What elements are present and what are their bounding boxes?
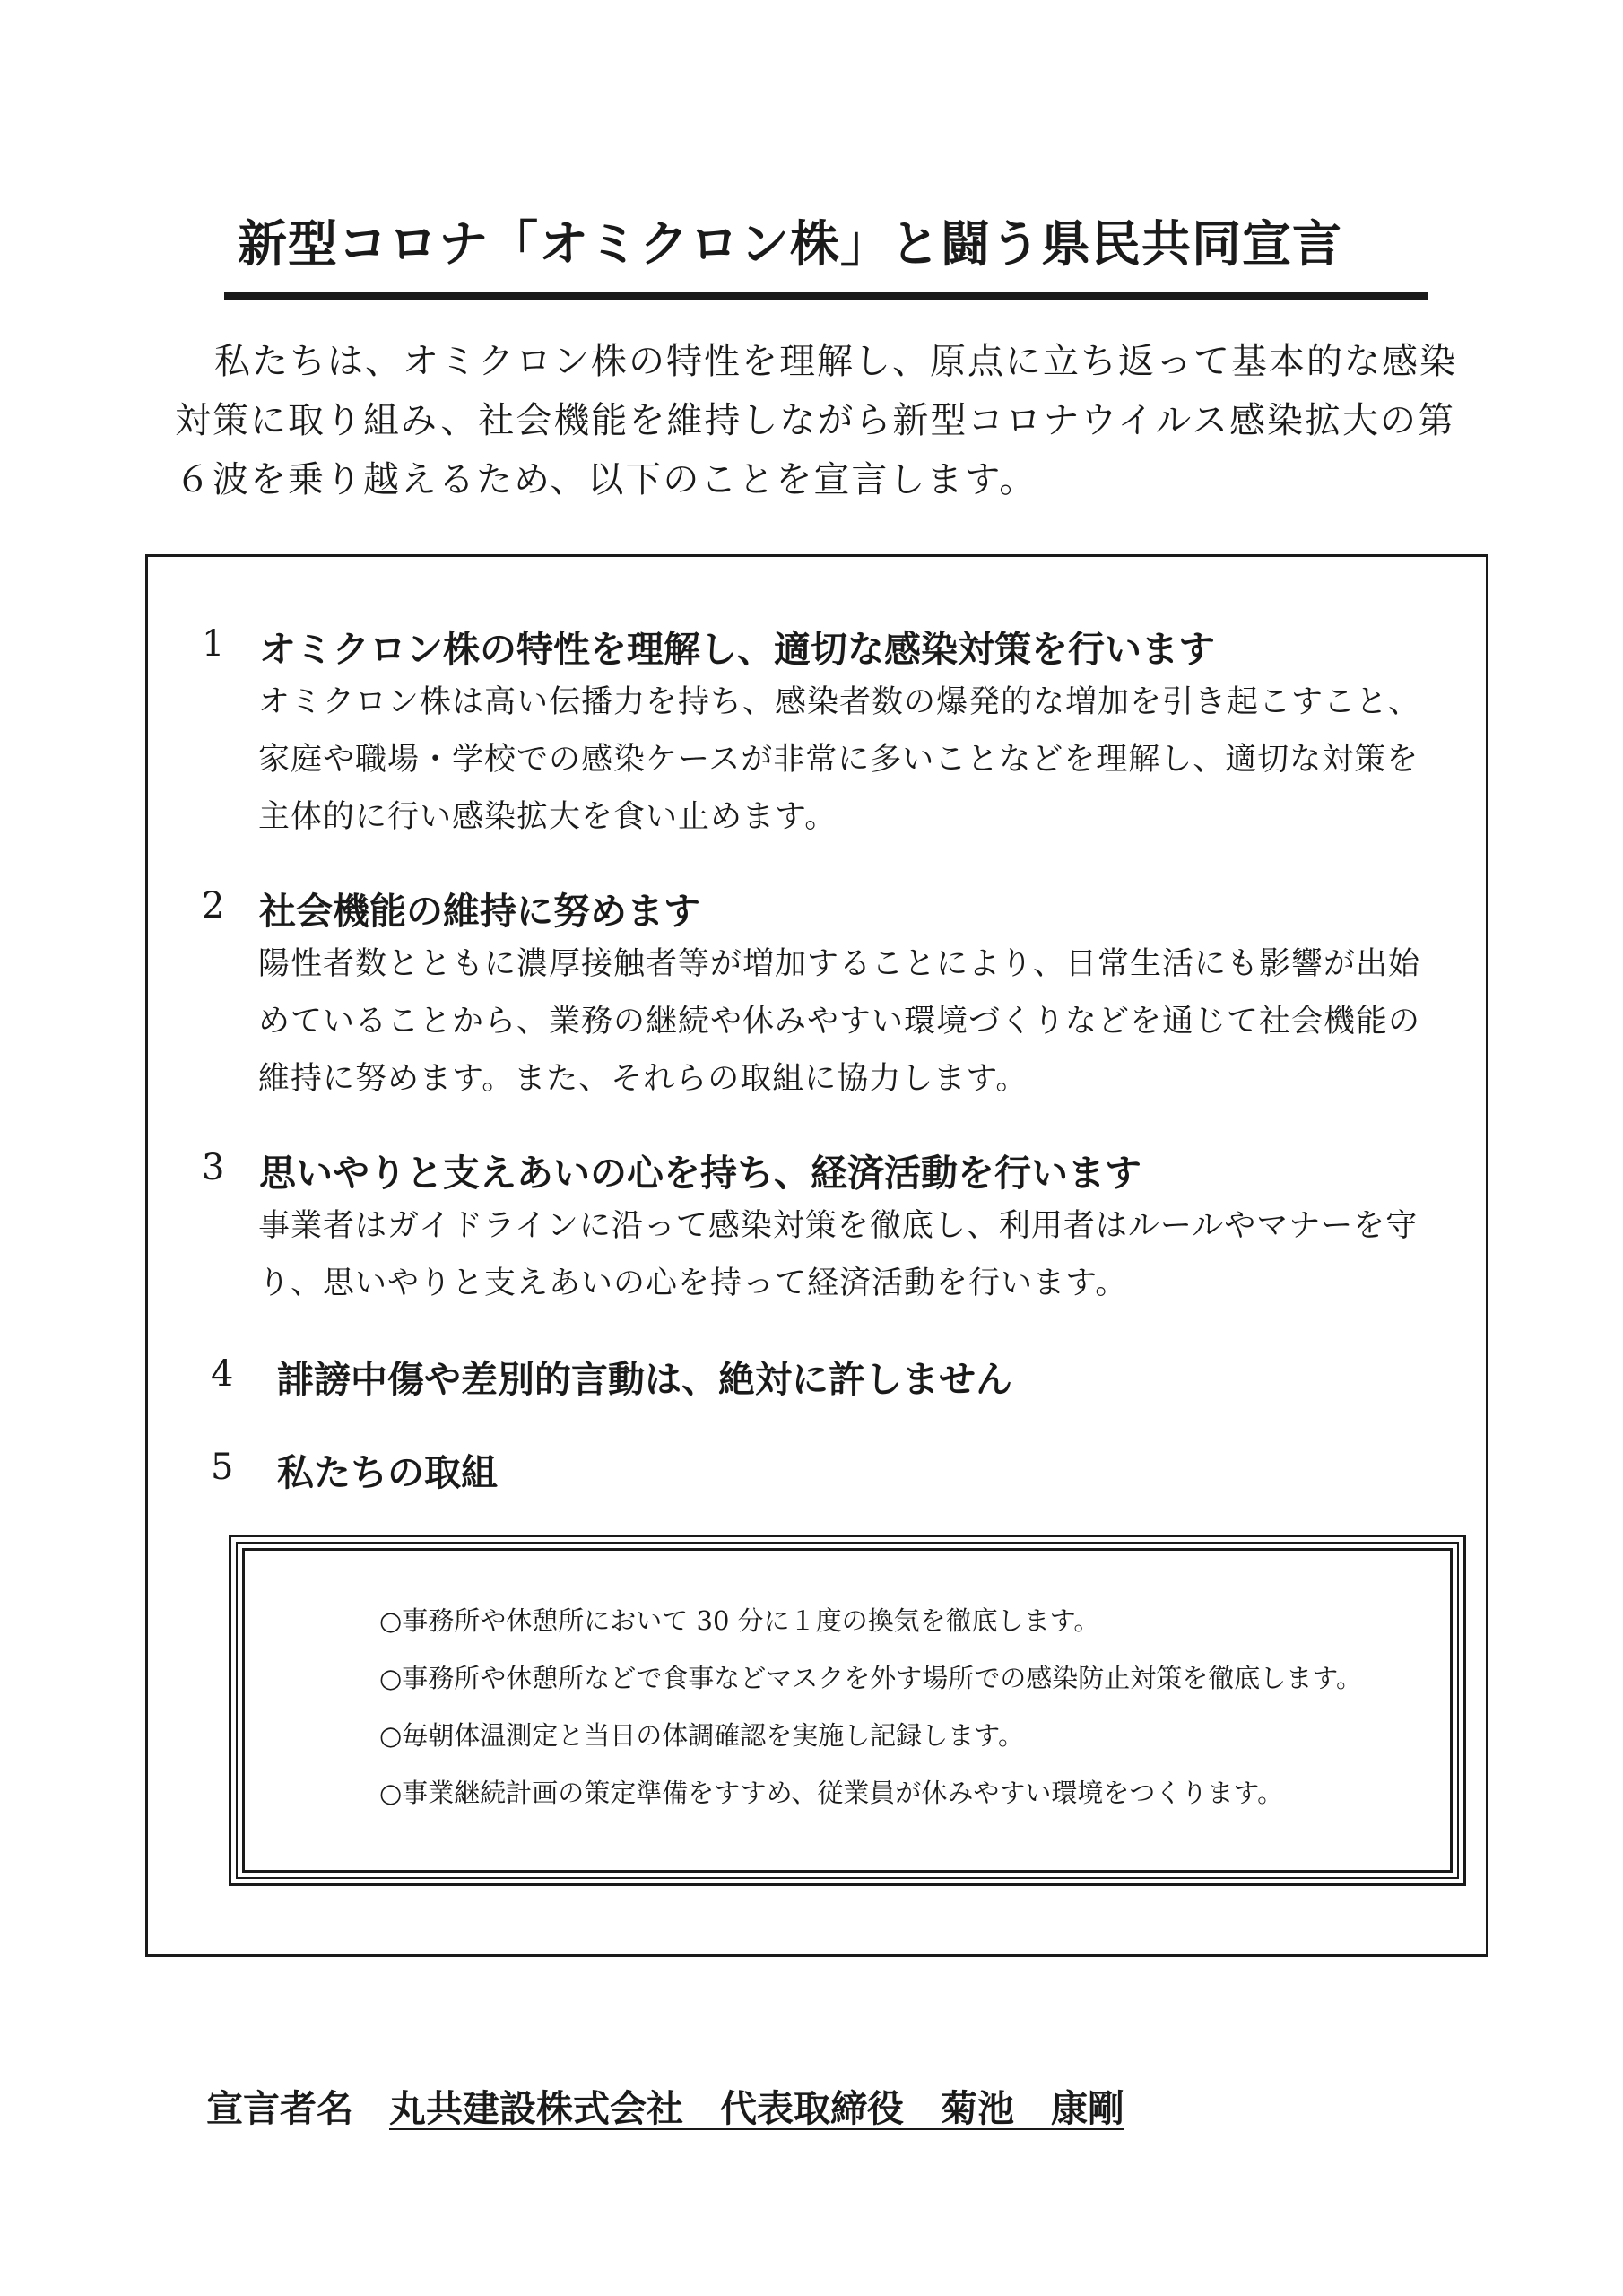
item-heading: 私たちの取組 xyxy=(277,1451,498,1494)
intro-line: ６波を乗り越えるため、以下のことを宣言します。 xyxy=(175,459,1037,500)
item-number: 2 xyxy=(202,885,225,926)
item-number: 1 xyxy=(202,623,225,665)
item-heading: オミクロン株の特性を理解し、適切な感染対策を行います xyxy=(259,628,1215,671)
item-heading: 誹謗中傷や差別的言動は、絶対に許しません xyxy=(277,1358,1012,1401)
item-body-line: オミクロン株は高い伝播力を持ち、感染者数の爆発的な増加を引き起こすこと、 xyxy=(258,684,1421,720)
item-body xyxy=(258,935,1451,1108)
effort-item: ○事務所や休憩所において 30 分に１度の換気を徹底します。 xyxy=(379,1605,1100,1636)
item-heading: 社会機能の維持に努めます xyxy=(259,890,700,933)
item-body xyxy=(258,674,1451,846)
item-heading: 思いやりと支えあいの心を持ち、経済活動を行います xyxy=(259,1152,1141,1195)
item-number: 4 xyxy=(211,1353,234,1395)
declarant-line xyxy=(206,2079,1124,2132)
page-title: 新型コロナ「オミクロン株」と闘う県民共同宣言 xyxy=(238,215,1343,273)
item-body-line: 維持に努めます。また、それらの取組に協力します。 xyxy=(258,1061,1028,1097)
intro-line: 私たちは、オミクロン株の特性を理解し、原点に立ち返って基本的な感染 xyxy=(214,341,1457,382)
efforts-list xyxy=(379,1592,1362,1822)
intro-paragraph xyxy=(175,332,1484,509)
declarant-label: 宣言者名 xyxy=(206,2087,353,2130)
efforts-box-border xyxy=(236,1542,1459,1879)
item-body-line: 陽性者数とともに濃厚接触者等が増加することにより、日常生活にも影響が出始 xyxy=(258,946,1421,982)
item-body xyxy=(258,1197,1451,1312)
declarant-name: 丸共建設株式会社 代表取締役 菊池 康剛 xyxy=(389,2087,1124,2130)
declaration-box xyxy=(145,554,1488,1957)
effort-item: ○毎朝体温測定と当日の体調確認を実施し記録します。 xyxy=(379,1720,1024,1751)
efforts-box xyxy=(229,1535,1466,1886)
title-underline xyxy=(224,292,1428,300)
item-number: 5 xyxy=(211,1447,234,1488)
item-body-line: 事業者はガイドラインに沿って感染対策を徹底し、利用者はルールやマナーを守 xyxy=(258,1208,1419,1244)
effort-item: ○事業継続計画の策定準備をすすめ、従業員が休みやすい環境をつくります。 xyxy=(379,1778,1284,1808)
efforts-box-inner-border xyxy=(242,1548,1453,1873)
item-number: 3 xyxy=(202,1147,225,1188)
item-body-line: 主体的に行い感染拡大を食い止めます。 xyxy=(258,799,838,835)
intro-line: 対策に取り組み、社会機能を維持しながら新型コロナウイルス感染拡大の第 xyxy=(175,400,1455,441)
item-body-line: り、思いやりと支えあいの心を持って経済活動を行います。 xyxy=(258,1265,1128,1301)
item-body-line: 家庭や職場・学校での感染ケースが非常に多いことなどを理解し、適切な対策を xyxy=(258,742,1419,778)
effort-item: ○事務所や休憩所などで食事などマスクを外す場所での感染防止対策を徹底します。 xyxy=(379,1663,1362,1693)
item-body-line: めていることから、業務の継続や休みやすい環境づくりなどを通じて社会機能の xyxy=(258,1004,1421,1039)
